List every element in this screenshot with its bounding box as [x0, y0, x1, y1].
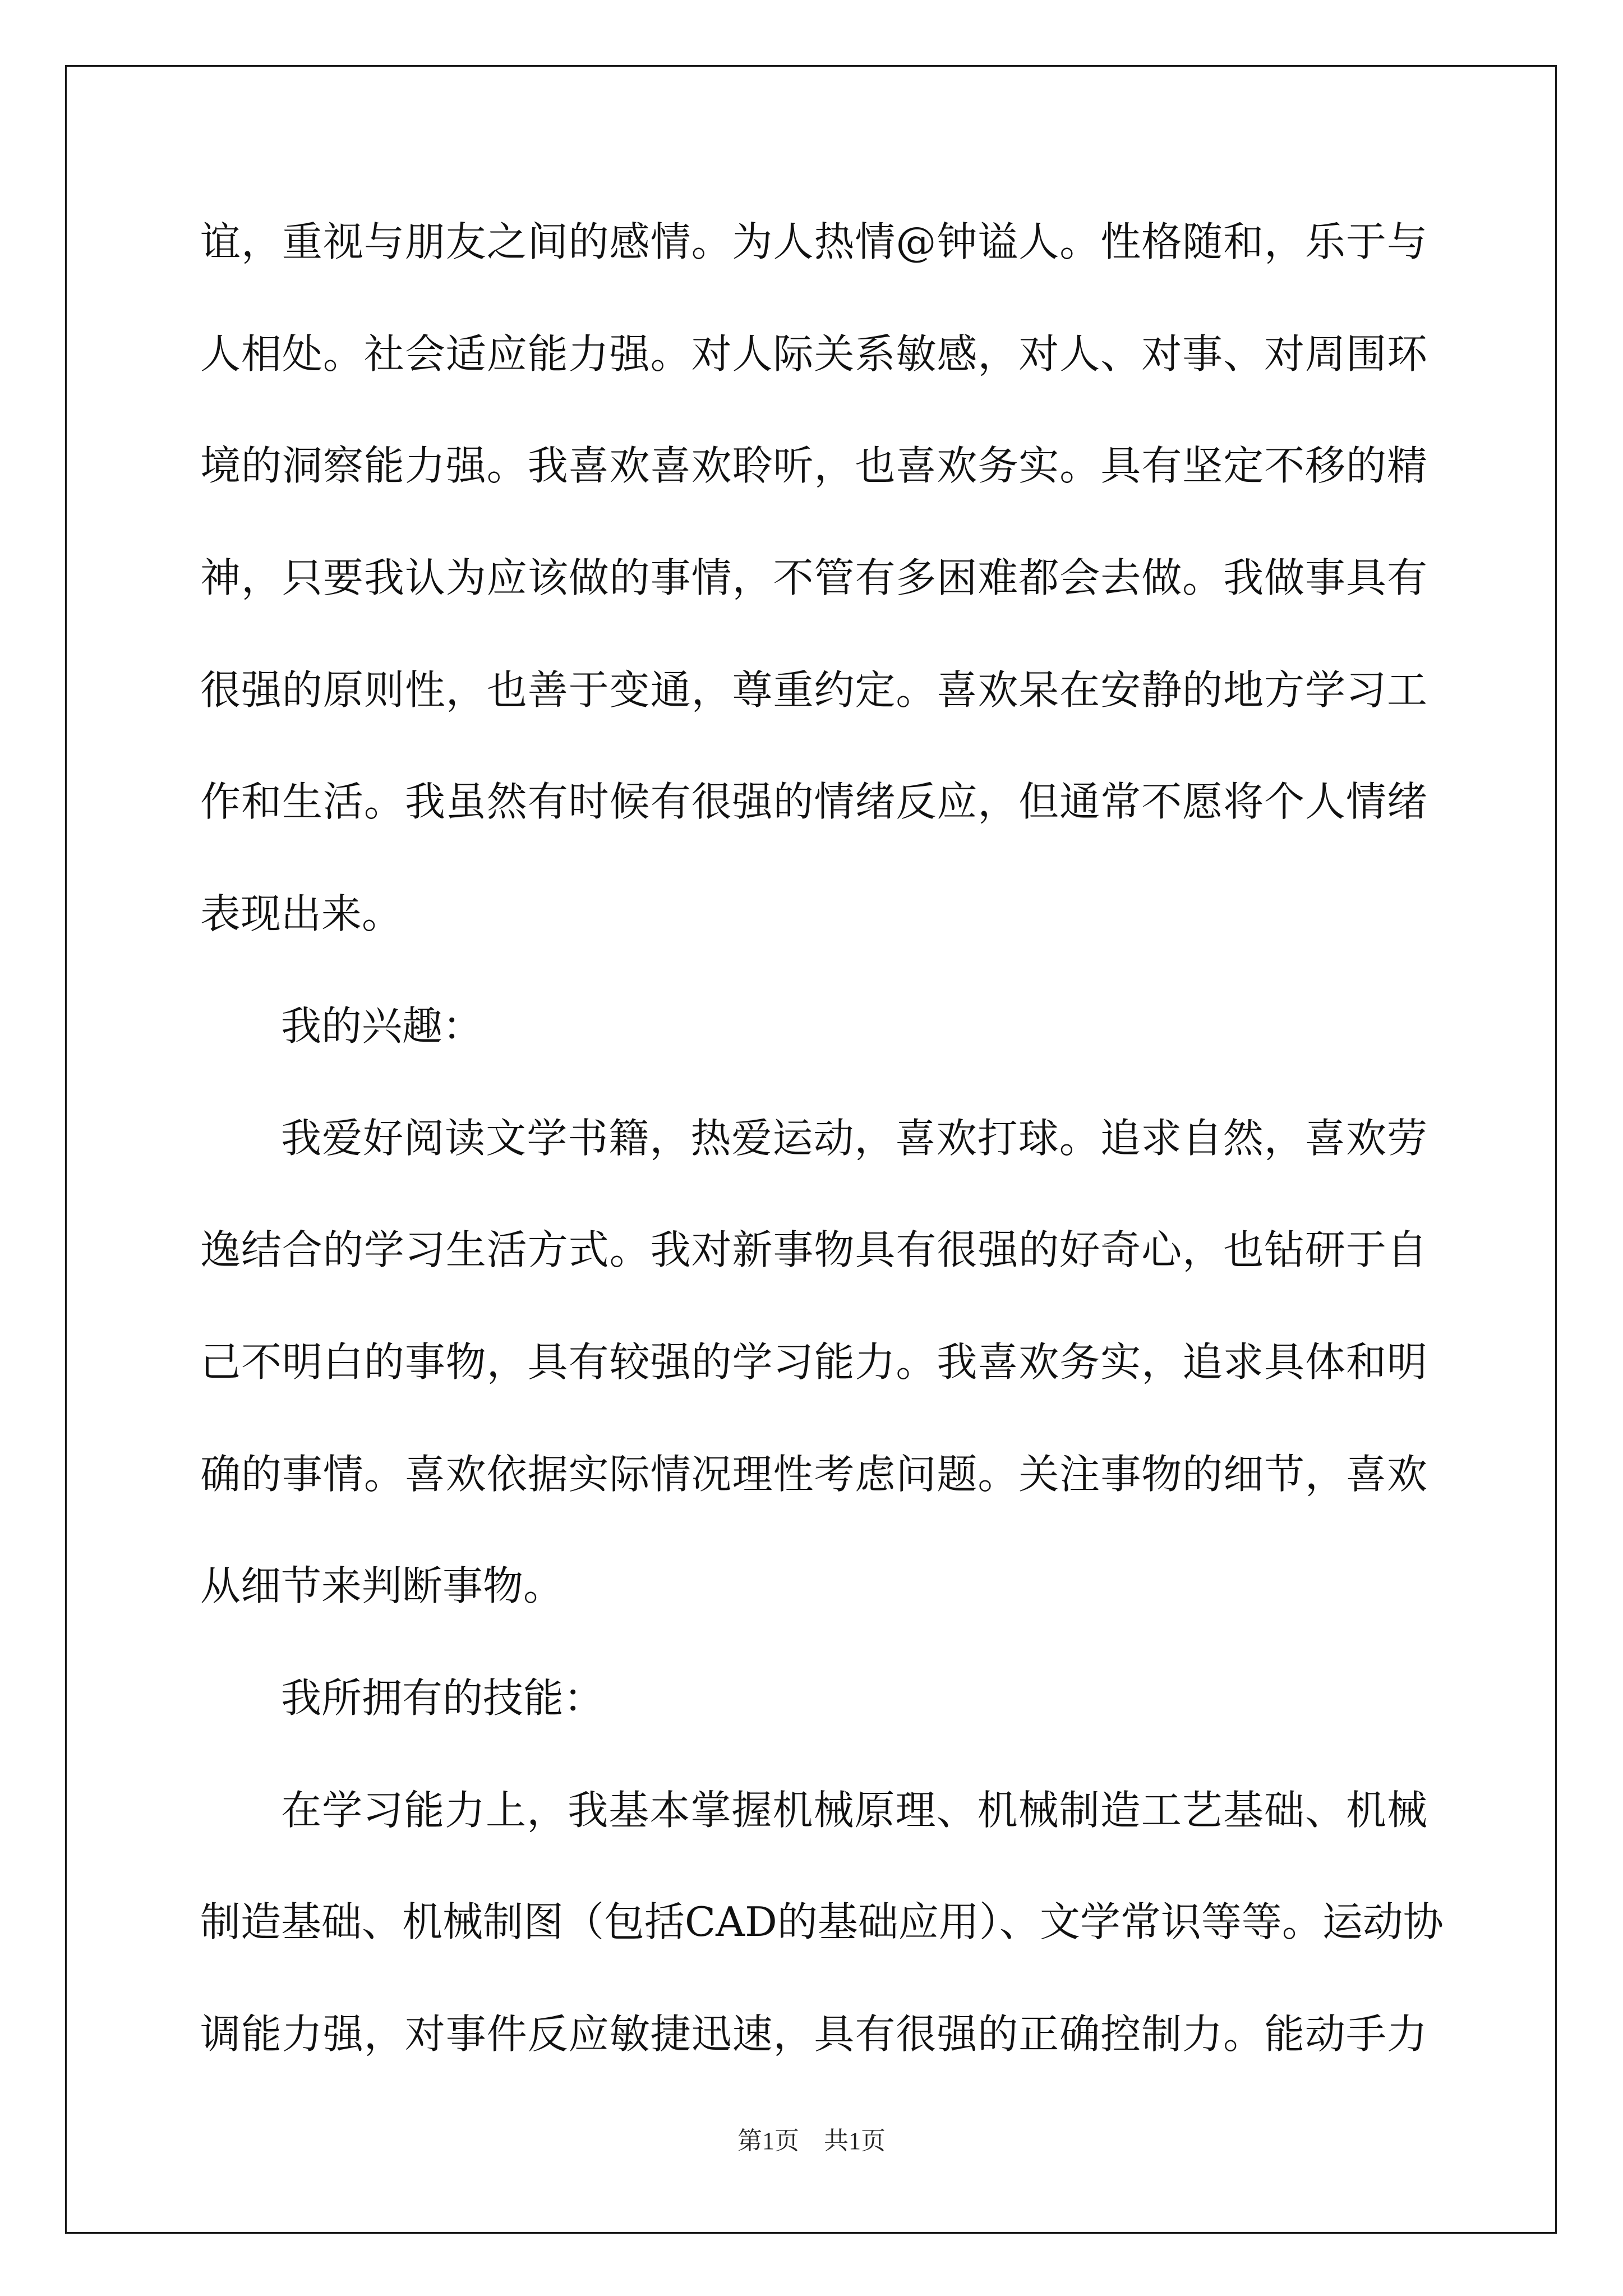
- text-line: 己不明白的事物，具有较强的学习能力。我喜欢务实，追求具体和明: [200, 1338, 1427, 1386]
- page-number-footer: 第1页 共1页: [737, 2127, 886, 2155]
- text-line: 神，只要我认为应该做的事情，不管有多困难都会去做。我做事具有: [200, 554, 1427, 602]
- text-line: 制造基础、机械制图（包括CAD的基础应用）、文学常识等等。运动协: [200, 1898, 1444, 1946]
- text-line: 人相处。社会适应能力强。对人际关系敏感，对人、对事、对周围环: [200, 330, 1427, 378]
- text-line: 确的事情。喜欢依据实际情况理性考虑问题。关注事物的细节，喜欢: [200, 1450, 1427, 1498]
- text-line: 从细节来判断事物。: [200, 1562, 564, 1610]
- text-line: 境的洞察能力强。我喜欢喜欢聆听，也喜欢务实。具有坚定不移的精: [200, 442, 1427, 490]
- text-line: 作和生活。我虽然有时候有很强的情绪反应，但通常不愿将个人情绪: [200, 778, 1427, 826]
- text-line: 我爱好阅读文学书籍，热爱运动，喜欢打球。追求自然，喜欢劳: [281, 1114, 1427, 1162]
- text-line: 很强的原则性，也善于变通，尊重约定。喜欢呆在安静的地方学习工: [200, 666, 1427, 714]
- text-line: 表现出来。: [200, 890, 403, 938]
- document-body: [200, 218, 1444, 2126]
- section-heading-skills: 我所拥有的技能：: [281, 1674, 605, 1722]
- text-line: 谊，重视与朋友之间的感情。为人热情@钟谥人。性格随和，乐于与: [200, 218, 1427, 265]
- text-line: 在学习能力上，我基本掌握机械原理、机械制造工艺基础、机械: [281, 1786, 1427, 1834]
- text-line: 逸结合的学习生活方式。我对新事物具有很强的好奇心，也钻研于自: [200, 1226, 1427, 1274]
- text-line: 调能力强，对事件反应敏捷迅速，具有很强的正确控制力。能动手力: [200, 2010, 1427, 2058]
- section-heading-interests: 我的兴趣：: [281, 1002, 483, 1050]
